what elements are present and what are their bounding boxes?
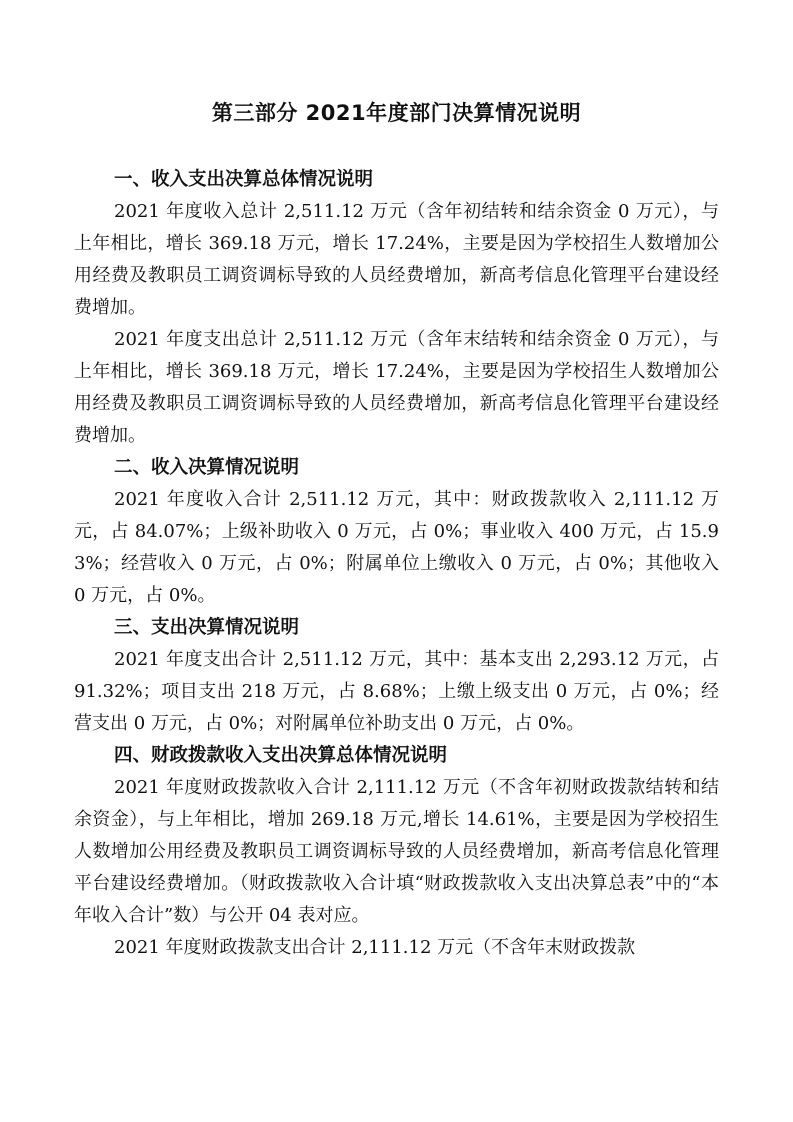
section-4 (74, 740, 719, 964)
section-2 (74, 452, 719, 612)
section-1 (74, 164, 719, 452)
page-title: 第三部分 2021年度部门决算情况说明 (211, 101, 582, 125)
section-1-paragraph-1: 2021 年度收入总计 2,511.12 万元（含年初结转和结余资金 0 万元），与上年相比，增长 369.18 万元，增长 17.24%，主要是因为学校招生人数增加公用经费及教职员工调资调标导致的人员经费增加，新高考信息化管理平台建设经费增加。 (74, 201, 719, 318)
section-3 (74, 612, 719, 740)
section-4-paragraph-1: 2021 年度财政拨款收入合计 2,111.12 万元（不含年初财政拨款结转和结余资金），与上年相比，增加 269.18 万元,增长 14.61%，主要是因为学校招生人数增加公用经费及教职员工调资调标导致的人员经费增加，新高考信息化管理平台建设经费增加。（财政拨款收入合计填“财政拨款收入支出决算总表”中的“本年收入合计”数）与公开 04 表对应。 (74, 777, 720, 926)
section-4-heading: 四、财政拨款收入支出决算总体情况说明 (114, 745, 448, 766)
section-2-heading: 二、收入决算情况说明 (114, 457, 300, 478)
section-1-paragraph-2: 2021 年度支出总计 2,511.12 万元（含年末结转和结余资金 0 万元），与上年相比，增长 369.18 万元，增长 17.24%，主要是因为学校招生人数增加公用经费及教职员工调资调标导致的人员经费增加，新高考信息化管理平台建设经费增加。 (74, 329, 719, 446)
section-4-paragraph-2: 2021 年度财政拨款支出合计 2,111.12 万元（不含年末财政拨款 (114, 937, 636, 958)
section-2-paragraph-1: 2021 年度收入合计 2,511.12 万元，其中：财政拨款收入 2,111.12 万元，占 84.07%；上级补助收入 0 万元，占 0%；事业收入 400 万元，占 15.93%；经营收入 0 万元，占 0%；附属单位上缴收入 0 万元，占 0%；其他收入 0 万元，占 0%。 (74, 489, 719, 606)
section-3-paragraph-1: 2021 年度支出合计 2,511.12 万元，其中：基本支出 2,293.12 万元，占 91.32%；项目支出 218 万元，占 8.68%；上缴上级支出 0 万元，占 0%；经营支出 0 万元，占 0%；对附属单位补助支出 0 万元，占 0%。 (74, 649, 719, 734)
section-1-heading: 一、收入支出决算总体情况说明 (114, 169, 374, 190)
section-3-heading: 三、支出决算情况说明 (114, 617, 300, 638)
